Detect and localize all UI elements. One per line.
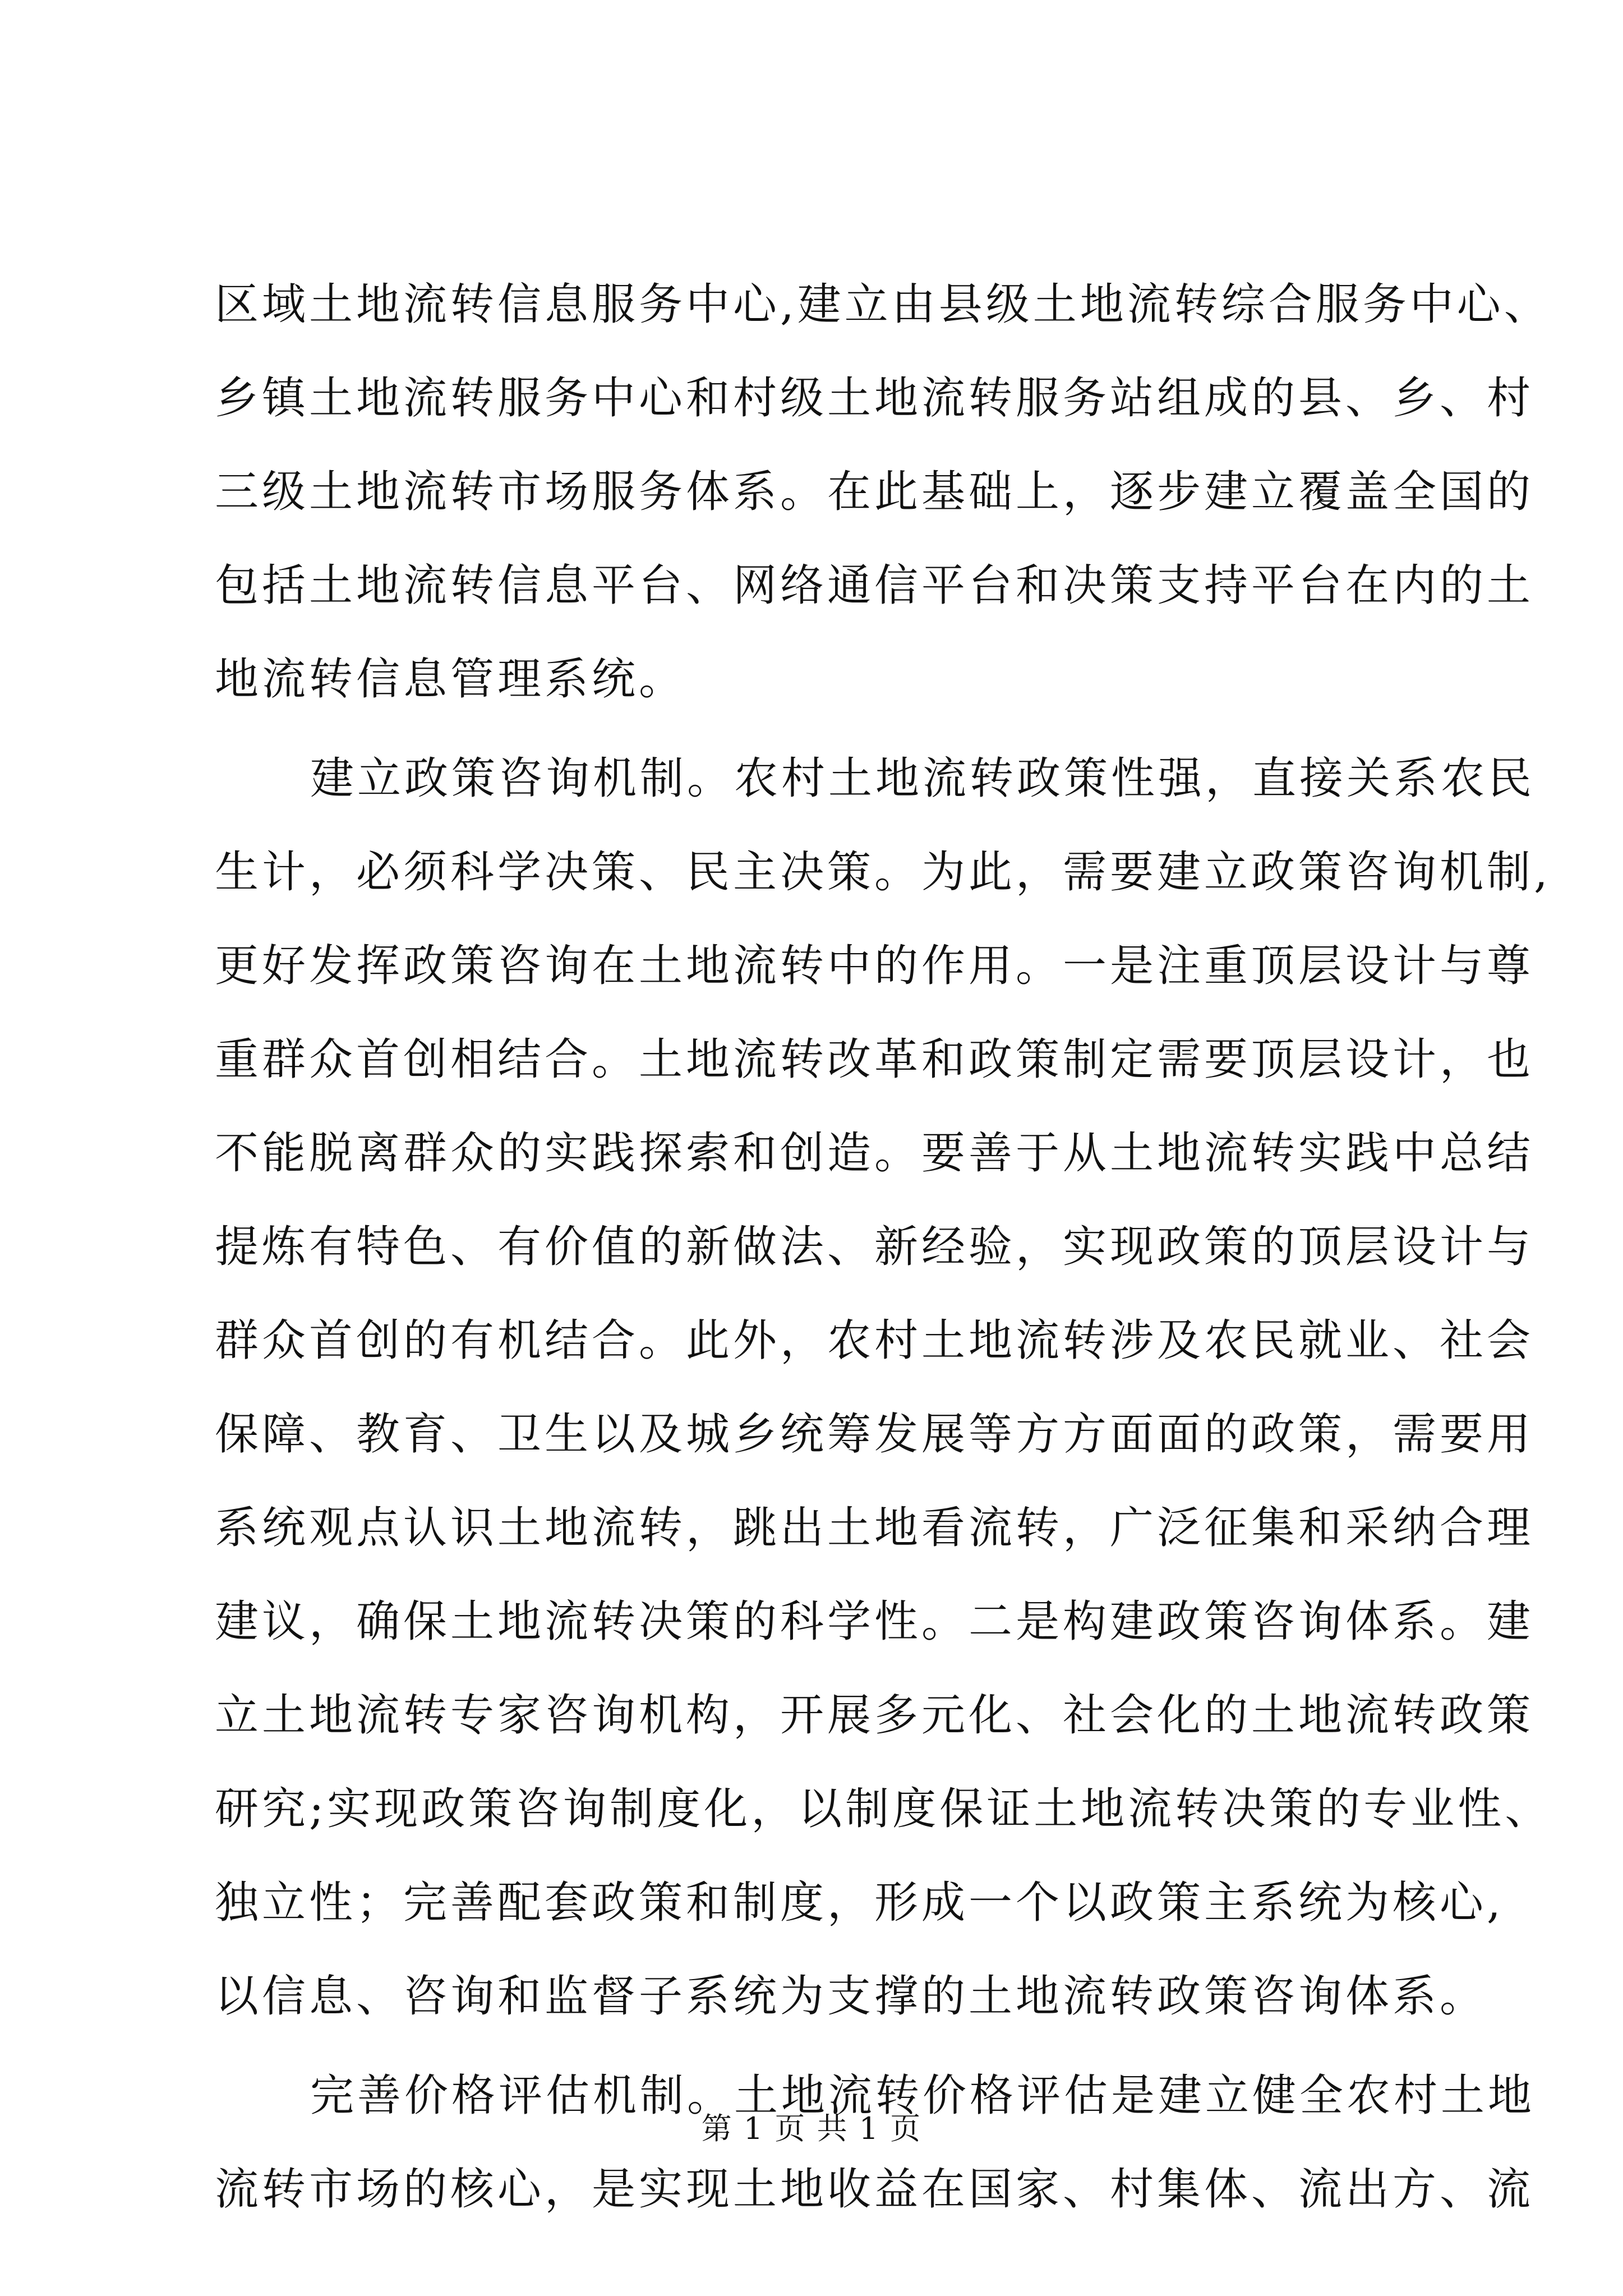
text-line: 群众首创的有机结合。此外，农村土地流转涉及农民就业、社会	[215, 1315, 1534, 1366]
text-line: 提炼有特色、有价值的新做法、新经验，实现政策的顶层设计与	[215, 1222, 1534, 1272]
text-line: 三级土地流转市场服务体系。在此基础上，逐步建立覆盖全国的	[215, 467, 1534, 517]
text-line: 更好发挥政策咨询在土地流转中的作用。一是注重顶层设计与尊	[215, 941, 1534, 991]
text-line: 建议，确保土地流转决策的科学性。二是构建政策咨询体系。建	[215, 1596, 1534, 1647]
text-line: 立土地流转专家咨询机构，开展多元化、社会化的土地流转政策	[215, 1690, 1534, 1741]
paragraph	[215, 732, 1552, 2044]
text-line: 重群众首创相结合。土地流转改革和政策制定需要顶层设计，也	[215, 1034, 1534, 1085]
text-line: 不能脱离群众的实践探索和创造。要善于从土地流转实践中总结	[215, 1128, 1534, 1179]
text-line: 建立政策咨询机制。农村土地流转政策性强，直接关系农民	[310, 753, 1536, 804]
text-line: 研究;实现政策咨询制度化，以制度保证土地流转决策的专业性、	[215, 1784, 1552, 1834]
text-line: 乡镇土地流转服务中心和村级土地流转服务站组成的县、乡、村	[215, 373, 1534, 424]
page-footer	[0, 2106, 1623, 2151]
document-body	[215, 258, 1552, 2237]
text-line: 区域土地流转信息服务中心,建立由县级土地流转综合服务中心、	[215, 279, 1551, 330]
text-line: 系统观点认识土地流转，跳出土地看流转，广泛征集和采纳合理	[215, 1503, 1534, 1553]
text-line: 地流转信息管理系统。	[215, 654, 686, 705]
text-line: 包括土地流转信息平台、网络通信平台和决策支持平台在内的土	[215, 560, 1534, 611]
text-line: 保障、教育、卫生以及城乡统筹发展等方方面面的政策，需要用	[215, 1409, 1534, 1460]
text-line: 以信息、咨询和监督子系统为支撑的土地流转政策咨询体系。	[215, 1971, 1487, 2022]
paragraph	[215, 258, 1551, 726]
text-line: 独立性；完善配套政策和制度，形成一个以政策主系统为核心,	[215, 1878, 1504, 1928]
text-line: 完善价格评估机制。土地流转价格评估是建立健全农村土地	[310, 2070, 1536, 2121]
text-line: 生计，必须科学决策、民主决策。为此，需要建立政策咨询机制,	[215, 847, 1551, 898]
text-line: 流转市场的核心，是实现土地收益在国家、村集体、流出方、流	[215, 2164, 1534, 2215]
page-number-label: 第 1 页 共 1 页	[701, 2111, 922, 2146]
